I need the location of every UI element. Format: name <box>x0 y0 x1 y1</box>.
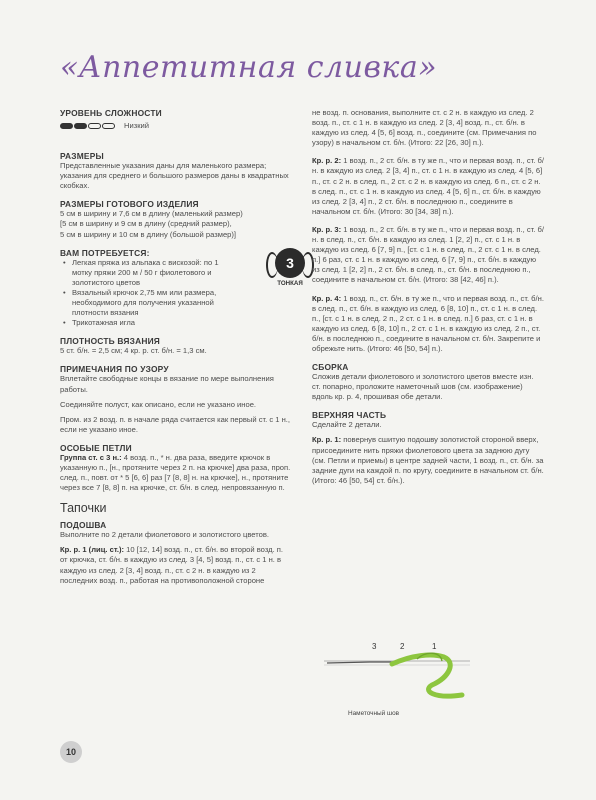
sole-text: Выполните по 2 детали фиолетового и золотистого цветов. <box>60 530 270 540</box>
sole-round-2 <box>312 156 544 217</box>
notes-paragraph: Вплетайте свободные концы в вязание по мере выполнения работы. <box>60 374 274 394</box>
yarn-weight-icon: 3 <box>275 248 305 278</box>
special-stitch-label: Группа ст. с 3 н.: <box>60 452 122 462</box>
running-stitch-diagram <box>322 633 472 713</box>
sole-continuation: не возд. п. основания, выполните ст. с 2 н. в каждую из след. 2 возд. п., ст. с 1 н. в каждую из след. 2 [3, 4] возд. п., ст. б/н. в каждую из след. 4 [5, 6] возд. п., соедините (см. Примечания по узору) в начальном ст. б/н. (Итого: 22 [26, 30] п.). <box>312 108 537 148</box>
sole-round-1 <box>60 545 292 585</box>
right-column <box>312 108 544 486</box>
round-text: 1 возд. п., ст. б/н. в ту же п., что и первая возд. п., ст. б/н. в след. п., ст. б/н. в каждую из след. 6 [8, 10] п., ст. с 1 н. в след. п., [ст. с 1 н. в след. 2 п., 2 ст. с 1 н. в след. п.] 6 раз, ст. с 1 н. в каждую из след. 6 [8, 10] п., 2 ст. с 1 н. в каждую из след. 2 п., ст. б/н. в последнюю п., соедините в начальном ст. б/н. Закрепите и обрежьте нить. (Итого: 46 [50, 54] п.). <box>312 293 544 353</box>
round-text: 1 возд. п., 2 ст. б/н. в ту же п., что и первая возд. п., ст. б/н. в каждую из след. 2 [3, 4] п., ст. с 1 н. в каждую из след. 4 [5, 6] п., ст. с 2 н. в след. п., 2 ст. с 2 н. в каждую из след. 6 п., ст. с 2 н. в след. п., ст. с 1 н. в каждую из след. 4 [5, 6] п., ст. б/н. в каждую из след. 2 [3, 4] п., 2 ст. б/н. в последнюю п., соедините в начальном ст. б/н. (Итого: 30 [34, 38] п.). <box>312 156 544 216</box>
special-stitches-heading: ОСОБЫЕ ПЕТЛИ <box>60 442 132 453</box>
round-text: 10 [12, 14] возд. п., ст. б/н. во второй возд. п. от крючка, ст. б/н. в каждую из след. 3 [4, 5] возд. п., ст. с 1 н. в каждую из след. 2 [3, 4] возд. п., ст. с 2 н. в каждую из 2 последних возд. п., работая на противоположной стороне <box>60 545 284 585</box>
gauge-text: 5 ст. б/н. = 2,5 см; 4 кр. р. ст. б/н. = 1,3 см. <box>60 346 207 356</box>
upper-text: Сделайте 2 детали. <box>312 420 382 430</box>
assembly-heading: СБОРКА <box>312 362 349 373</box>
level-bar-empty <box>88 123 101 129</box>
round-label: Кр. р. 1: <box>312 435 342 445</box>
skill-level-meter <box>60 123 116 129</box>
skill-level <box>60 121 292 131</box>
notes-paragraph: Соединяйте полуст, как описано, если не указано иное. <box>60 399 257 409</box>
level-value: Низкий <box>124 121 150 130</box>
round-text: 1 возд. п., 2 ст. б/н. в ту же п., что и первая возд. п., ст. б/н. в след. п., ст. б/н. в каждую из след. 1 [2, 2] п., ст. с 1 н. в каждую из след. 6 [7, 9] п., [ст. с 1 н. в след. п., 2 ст. с 1 н. в след. п.] 6 раз, ст. с 1 н. в каждую из след. 6 [7, 9] п., ст. б/н. в каждую из след. 1 [2, 2] п., 2 ст. б/н. в след. п., ст. б/н. в последнюю п., соедините в начальном ст. б/н. (Итого: 38 [42, 46] п.). <box>312 224 544 285</box>
step-label: 2 <box>400 642 405 651</box>
section-heading-slippers: Тапочки <box>60 501 107 516</box>
yarn-weight-symbol <box>262 248 318 289</box>
finished-size-line: [5 см в ширину и 9 см в длину (средний размер), <box>60 219 232 229</box>
materials-block <box>60 247 303 329</box>
sole-heading: ПОДОШВА <box>60 520 107 531</box>
left-column <box>60 108 303 586</box>
materials-item: • Легкая пряжа из альпака с вискозой: по 1 мотку пряжи 200 м / 50 г фиолетового и золотистого цветов <box>68 258 230 288</box>
needle-icon <box>327 662 394 663</box>
sole-round-3 <box>312 225 544 286</box>
notes-heading: ПРИМЕЧАНИЯ ПО УЗОРУ <box>60 364 169 375</box>
sizes-heading: РАЗМЕРЫ <box>60 151 104 162</box>
special-stitch-description: 4 возд. п., * н. два раза, введите крючок в указанную п., [н., протяните через 2 п. на крючке] два раза, проп. след. п., повт. от * 5 [6, 6] раз [7 [8, 8] н. на крючке], н., протяните через все 7 [8, 8] п. на крючке, ст. б/н. в след. непровязанную п. <box>60 452 291 493</box>
notes-paragraph: Пром. из 2 возд. п. в начале ряда считается как первый ст. с 1 н., если не указано иное. <box>60 414 291 434</box>
level-heading: УРОВЕНЬ СЛОЖНОСТИ <box>60 108 162 118</box>
materials-item: • Трикотажная игла <box>68 318 230 328</box>
finished-size-line: 5 см в ширину и 10 см в длину (большой размер)] <box>60 229 237 239</box>
step-label: 1 <box>432 642 437 651</box>
level-bar-filled <box>74 123 87 129</box>
special-stitch-text <box>60 453 292 493</box>
sole-round-4 <box>312 294 544 355</box>
materials-item: • Вязальный крючок 2,75 мм или размера, необходимого для получения указанной плотности вязания <box>68 288 230 318</box>
step-label: 3 <box>372 642 377 651</box>
gauge-heading: ПЛОТНОСТЬ ВЯЗАНИЯ <box>60 336 161 347</box>
level-bar-filled <box>60 123 73 129</box>
round-label: Кр. р. 2: <box>312 156 342 166</box>
assembly-text: Сложив детали фиолетового и золотистого цветов вместе изн. ст. попарно, проложите наметочный шов (см. изображение) вдоль кр. р. 4, прошивая обе детали. <box>312 372 534 402</box>
round-text: повернув сшитую подошву золотистой стороной вверх, присоедините нить пряжи фиолетового цвета за заднюю дугу (см. Петли и приемы) в центре задней части, 1 возд. п., ст. б/н. за задние дуги на каждой п. по кругу, соедините в начальном ст. б/н. (Итого: 46 [50, 54] ст. б/н.). <box>312 435 544 485</box>
page-title: «Аппетитная сливка» <box>60 50 438 85</box>
round-label: Кр. р. 1 (лиц. ст.): <box>60 545 125 555</box>
finished-size-line: 5 см в ширину и 7,6 см в длину (маленький размер) <box>60 209 243 219</box>
sizes-text: Представленные указания даны для маленького размера; указания для среднего и большого размеров даны в квадратных скобках. <box>60 161 289 191</box>
finished-size-heading: РАЗМЕРЫ ГОТОВОГО ИЗДЕЛИЯ <box>60 199 199 210</box>
level-bar-empty <box>102 123 115 129</box>
upper-round-1 <box>312 435 544 485</box>
upper-heading: ВЕРХНЯЯ ЧАСТЬ <box>312 410 387 421</box>
materials-heading: ВАМ ПОТРЕБУЕТСЯ: <box>60 247 150 258</box>
round-label: Кр. р. 3: <box>312 224 342 234</box>
page-number: 10 <box>60 741 82 763</box>
diagram-caption: Наметочный шов <box>348 710 400 717</box>
yarn-weight-label: ТОНКАЯ <box>277 279 303 287</box>
round-label: Кр. р. 4: <box>312 293 342 303</box>
